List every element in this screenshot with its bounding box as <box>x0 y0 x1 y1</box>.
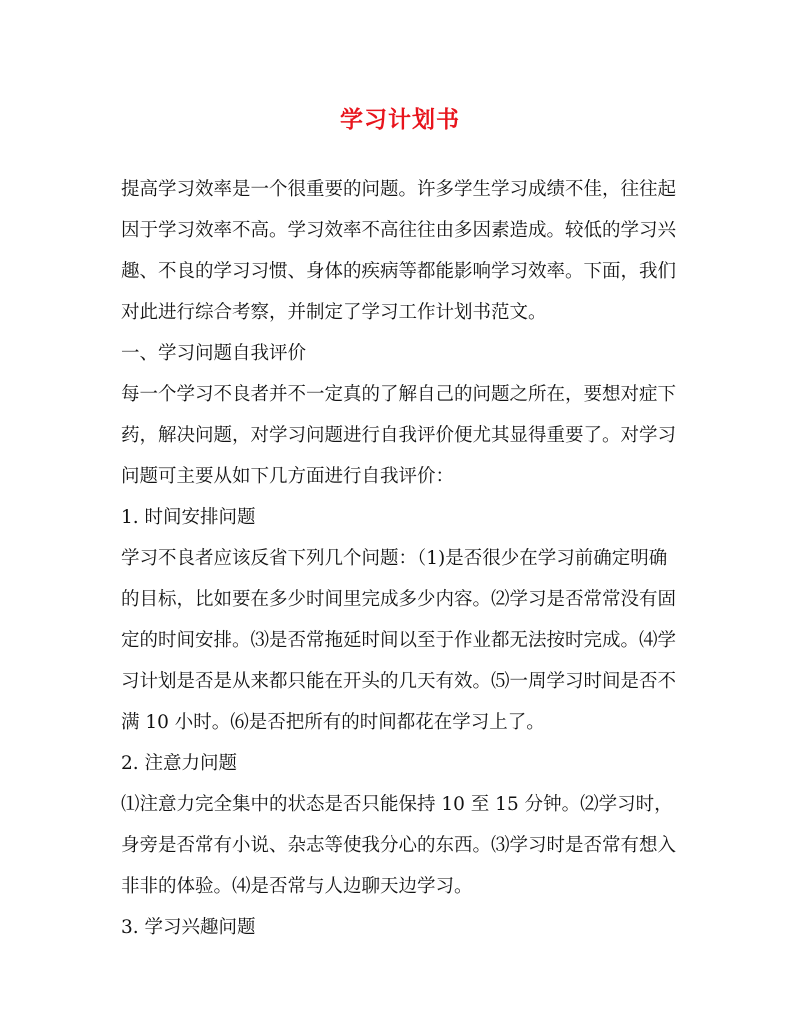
heading-learning-interest: 3. 学习兴趣问题 <box>121 917 256 938</box>
section-heading-self-evaluation: 一、学习问题自我评价 <box>121 343 307 364</box>
document-body <box>121 169 681 948</box>
page-title: 学习计划书 <box>340 106 460 133</box>
heading-attention: 2. 注意力问题 <box>121 753 238 774</box>
heading-time-arrangement: 1. 时间安排问题 <box>121 507 256 528</box>
time-arrangement-paragraph: 学习不良者应该反省下列几个问题：（1)是否很少在学习前确定明确的目标，比如要在多少时间里完成多少内容。⑵学习是否常常没有固定的时间安排。⑶是否常拖延时间以至于作业都无法按时完成。⑷学习计划是否是从来都只能在开头的几天有效。⑸一周学习时间是否不满 10 小时。⑹是否把所有的时间都花在学习上了。 <box>121 548 677 733</box>
attention-paragraph: ⑴注意力完全集中的状态是否只能保持 10 至 15 分钟。⑵学习时，身旁是否常有小说、杂志等使我分心的东西。⑶学习时是否常有想入非非的体验。⑷是否常与人边聊天边学习。 <box>121 794 677 897</box>
self-evaluation-paragraph: 每一个学习不良者并不一定真的了解自己的问题之所在，要想对症下药，解决问题，对学习问题进行自我评价便尤其显得重要了。对学习问题可主要从如下几方面进行自我评价： <box>121 384 677 487</box>
intro-paragraph: 提高学习效率是一个很重要的问题。许多学生学习成绩不佳，往往起因于学习效率不高。学习效率不高往往由多因素造成。较低的学习兴趣、不良的学习习惯、身体的疾病等都能影响学习效率。下面，我们对此进行综合考察，并制定了学习工作计划书范文。 <box>121 179 677 323</box>
